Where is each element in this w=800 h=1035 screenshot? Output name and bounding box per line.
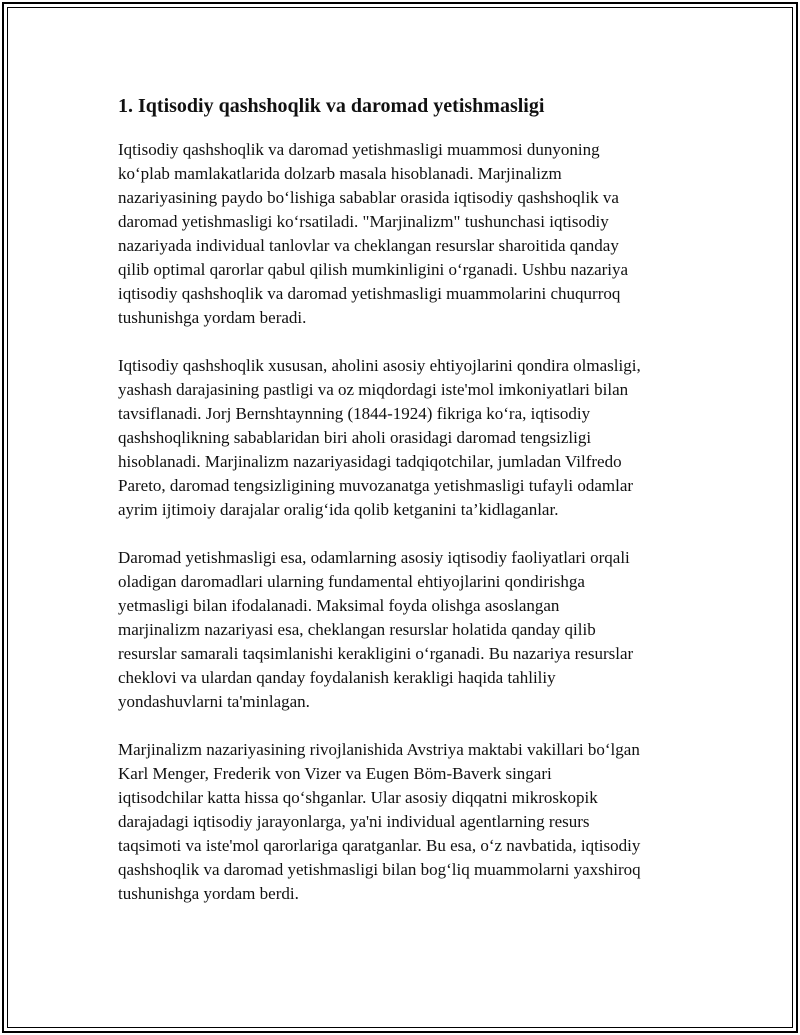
document-body xyxy=(118,92,693,930)
paragraph-4: Marjinalizm nazariyasining rivojlanishida Avstriya maktabi vakillari bo‘lgan Karl Menger, Frederik von Vizer va Eugen Böm-Baverk singari iqtisodchilar katta hissa qo‘shganlar. Ular asosiy diqqatni mikroskopik darajadagi iqtisodiy jarayonlarga, ya'ni individual agentlarning resurs taqsimoti va iste'mol qarorlariga qaratganlar. Bu esa, o‘z navbatida, iqtisodiy qashshoqlik va daromad yetishmasligi bilan bog‘liq muammolarni yaxshiroq tushunishga yordam berdi. xyxy=(118,740,641,903)
paragraph-2: Iqtisodiy qashshoqlik xususan, aholini asosiy ehtiyojlarini qondira olmasligi, yashash darajasining pastligi va oz miqdordagi iste'mol imkoniyatlari bilan tavsiflanadi. Jorj Bernshtaynning (1844-1924) fikriga ko‘ra, iqtisodiy qashshoqlikning sabablaridan biri aholi orasidagi daromad tengsizligi hisoblanadi. Marjinalizm nazariyasidagi tadqiqotchilar, jumladan Vilfredo Pareto, daromad tengsizligining muvozanatga yetishmasligi tufayli odamlar ayrim ijtimoiy darajalar oralig‘ida qolib ketganini ta’kidlaganlar. xyxy=(118,356,641,519)
section-heading: 1. Iqtisodiy qashshoqlik va daromad yetishmasligi xyxy=(118,95,545,117)
paragraph-3: Daromad yetishmasligi esa, odamlarning asosiy iqtisodiy faoliyatlari orqali oladigan daromadlari ularning fundamental ehtiyojlarini qondirishga yetmasligi bilan ifodalanadi. Maksimal foyda olishga asoslangan marjinalizm nazariyasi esa, cheklangan resurslar holatida qanday qilib resurslar samarali taqsimlanishi kerakligini o‘rganadi. Bu nazariya resurslar cheklovi va ulardan qanday foydalanish kerakligi haqida tahliliy yondashuvlarni ta'minlagan. xyxy=(118,548,634,711)
paragraph-1: Iqtisodiy qashshoqlik va daromad yetishmasligi muammosi dunyoning ko‘plab mamlakatlarida dolzarb masala hisoblanadi. Marjinalizm nazariyasining paydo bo‘lishiga sabablar orasida iqtisodiy qashshoqlik va daromad yetishmasligi ko‘rsatiladi. "Marjinalizm" tushunchasi iqtisodiy nazariyada individual tanlovlar va cheklangan resurslar sharoitida qanday qilib optimal qarorlar qabul qilish mumkinligini o‘rganadi. Ushbu nazariya iqtisodiy qashshoqlik va daromad yetishmasligi muammolarini chuqurroq tushunishga yordam beradi. xyxy=(118,140,629,327)
